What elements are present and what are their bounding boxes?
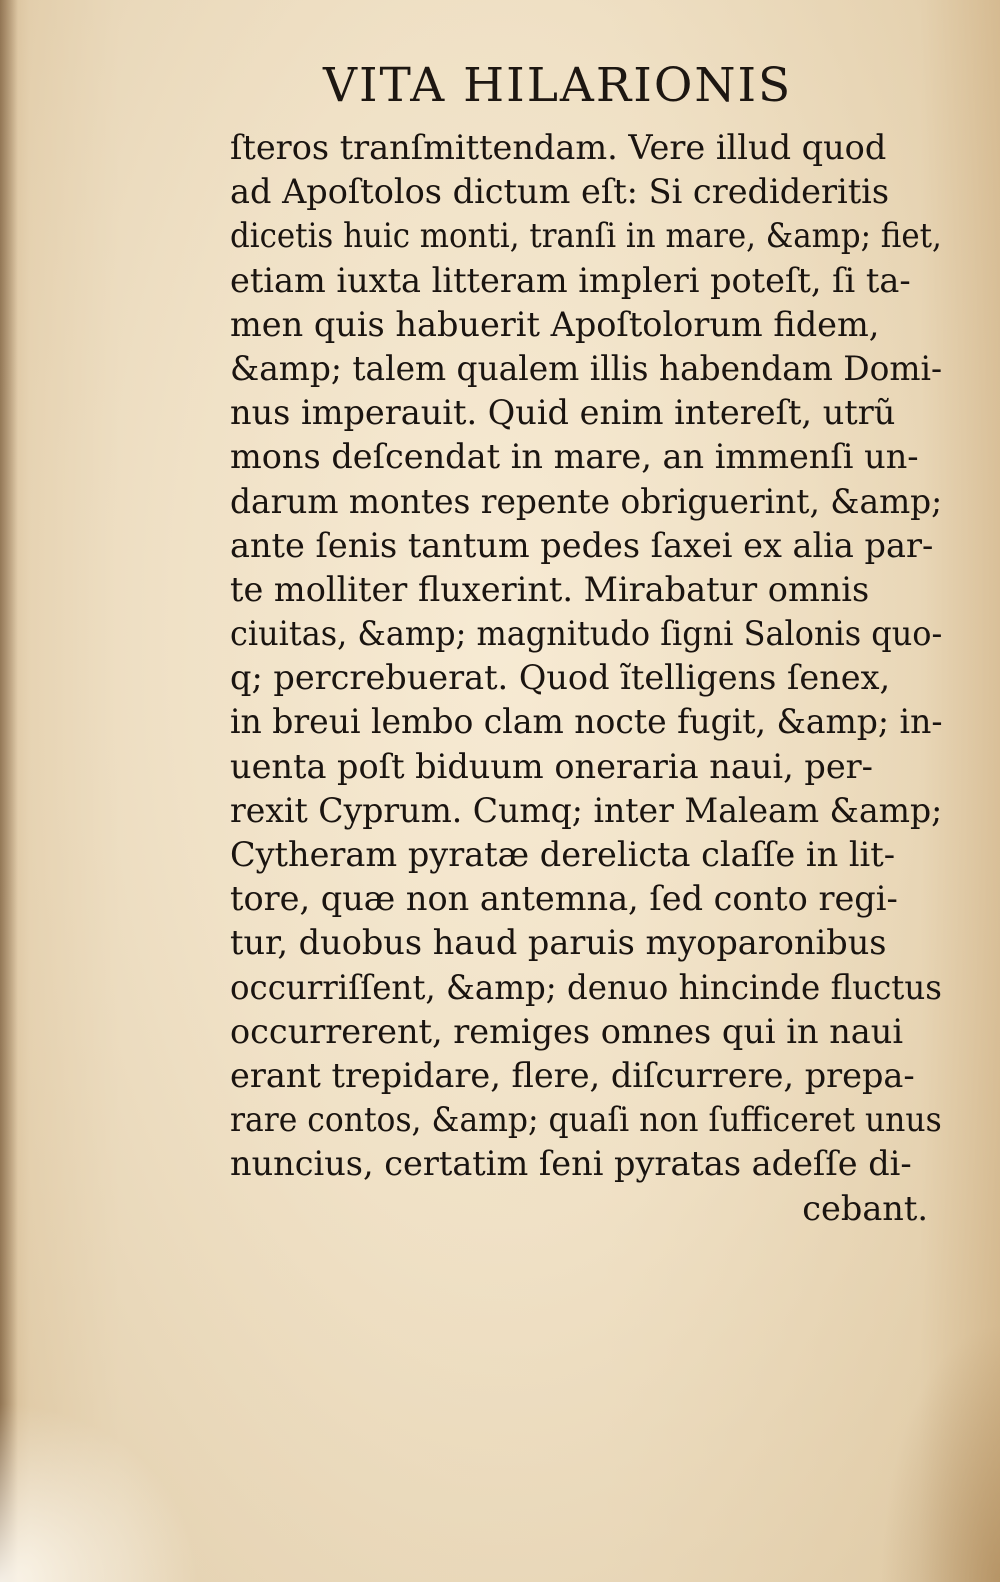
text-line: dicetis huic monti, tranſi in mare, &amp; fiet, — [230, 216, 942, 256]
text-line-catchword: cebant. — [802, 1188, 928, 1228]
text-line: ad Apoſtolos dictum eſt: Si credideritis — [230, 172, 890, 212]
text-line: Cytheram pyratæ derelicta claſſe in lit- — [230, 835, 896, 874]
text-line: ante ſenis tantum pedes ſaxei ex alia par- — [230, 525, 934, 565]
text-line: etiam iuxta litteram impleri poteſt, ſi ta- — [230, 260, 911, 300]
text-line: rexit Cyprum. Cumq; inter Maleam &amp; — [230, 790, 943, 830]
text-line: mons deſcendat in mare, an immenſi un- — [230, 437, 919, 477]
text-line: occurriſſent, &amp; denuo hincinde fluctus — [230, 967, 942, 1007]
text-line: darum montes repente obriguerint, &amp; — [230, 481, 943, 521]
text-line: rare contos, &amp; quaſi non ſufficeret unus — [230, 1100, 942, 1140]
text-line: q; percrebuerat. Quod ĩtelligens ſenex, — [230, 658, 891, 698]
text-line: ſteros tranſmittendam. Vere illud quod — [230, 128, 887, 167]
text-line: ciuitas, &amp; magnitudo ſigni Salonis quo- — [230, 614, 943, 654]
text-line: uenta poſt biduum oneraria naui, per- — [230, 746, 873, 786]
text-line: erant trepidare, flere, diſcurrere, prepa- — [230, 1055, 915, 1095]
text-line: te molliter fluxerint. Mirabatur omnis — [230, 569, 870, 609]
running-head: VITA HILARIONIS — [323, 58, 793, 113]
text-line: men quis habuerit Apoſtolorum fidem, — [230, 304, 880, 344]
text-line: &amp; talem qualem illis habendam Domi- — [230, 348, 943, 388]
page-wear — [0, 1402, 200, 1582]
text-line: tore, quæ non antemna, ſed conto regi- — [230, 879, 898, 919]
text-line: nus imperauit. Quid enim intereſt, utrũ — [230, 393, 896, 433]
text-line: tur, duobus haud paruis myoparonibus — [230, 923, 887, 963]
text-line: occurrerent, remiges omnes qui in naui — [230, 1011, 904, 1051]
text-block — [230, 126, 942, 1231]
text-line: in breui lembo clam nocte fugit, &amp; in- — [230, 702, 943, 742]
text-line: nuncius, certatim ſeni pyratas adeſſe di- — [230, 1144, 912, 1184]
